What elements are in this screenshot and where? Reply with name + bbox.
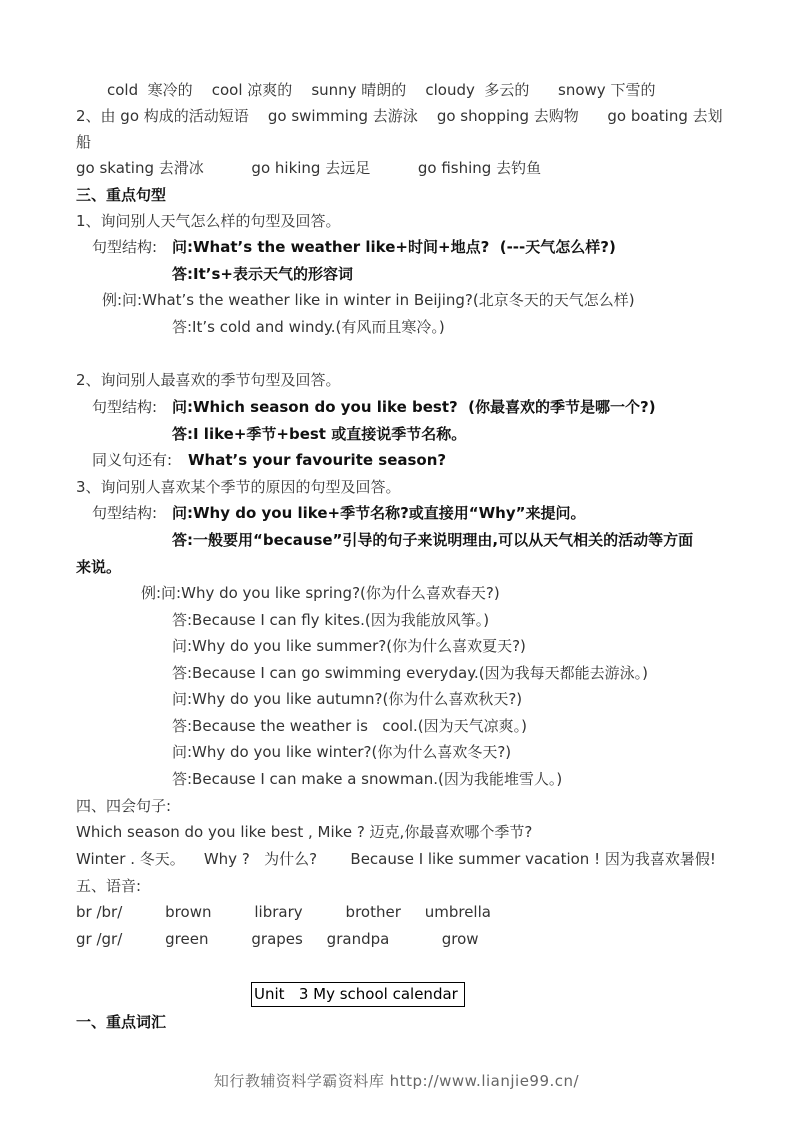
pattern-1-answer: 答:It’s+表示天气的形容词 (172, 265, 353, 283)
section-heading-sentences: 三、重点句型 (76, 186, 167, 204)
pattern-3-question: 问:Why do you like+季节名称?或直接用“Why”来提问。 (172, 504, 586, 522)
pattern-1-question: 问:What’s the weather like+时间+地点? (---天气怎么样?) (172, 238, 616, 256)
unit-title-box: Unit 3 My school calendar (251, 982, 465, 1007)
four-skills-sentence-2: Winter . 冬天。 Why ? 为什么? Because I like summer vacation ! 因为我喜欢暑假! (76, 850, 716, 868)
example-summer-a: 答:Because I can go swimming everyday.(因为我每天都能去游泳。) (172, 664, 648, 682)
pattern-3-answer-wrap: 来说。 (76, 558, 122, 576)
section-heading-phonics: 五、语音: (76, 877, 142, 895)
section-heading-vocab: 一、重点词汇 (76, 1013, 167, 1031)
synonym-label: 同义句还有: (92, 451, 173, 469)
example-winter-a: 答:Because I can make a snowman.(因为我能堆雪人。) (172, 770, 563, 788)
example-spring-a: 答:Because I can fly kites.(因为我能放风筝。) (172, 611, 490, 629)
pattern-1-label: 句型结构: (92, 238, 158, 256)
pattern-1-example-q: 例:问:What’s the weather like in winter in Beijing?(北京冬天的天气怎么样) (102, 291, 635, 309)
synonym-sentence: What’s your favourite season? (188, 451, 447, 469)
pattern-3-title: 3、询问别人喜欢某个季节的原因的句型及回答。 (76, 478, 401, 496)
example-autumn-a: 答:Because the weather is cool.(因为天气凉爽。) (172, 717, 527, 735)
pattern-1-example-a: 答:It’s cold and windy.(有风而且寒冷。) (172, 318, 445, 336)
example-summer-q: 问:Why do you like summer?(你为什么喜欢夏天?) (172, 637, 526, 655)
pattern-3-label: 句型结构: (92, 504, 158, 522)
go-phrases-line: go skating 去滑冰 go hiking 去远足 go fishing 去钓鱼 (76, 159, 542, 177)
example-autumn-q: 问:Why do you like autumn?(你为什么喜欢秋天?) (172, 690, 523, 708)
go-phrases-wrap: 船 (76, 133, 92, 151)
pattern-1-title: 1、询问别人天气怎么样的句型及回答。 (76, 212, 341, 230)
pattern-2-label: 句型结构: (92, 398, 158, 416)
go-phrases-heading: 2、由 go 构成的活动短语 go swimming 去游泳 go shopping 去购物 go boating 去划 (76, 107, 723, 125)
phonics-gr-line: gr /gr/ green grapes grandpa grow (76, 930, 479, 948)
pattern-2-title: 2、询问别人最喜欢的季节句型及回答。 (76, 371, 341, 389)
example-spring-q: 例:问:Why do you like spring?(你为什么喜欢春天?) (141, 584, 500, 602)
section-heading-four-skills: 四、四会句子: (76, 797, 172, 815)
footer-watermark: 知行教辅资料学霸资料库 http://www.lianjie99.cn/ (213, 1072, 580, 1090)
pattern-2-question: 问:Which season do you like best? (你最喜欢的季节是哪一个?) (172, 398, 656, 416)
example-winter-q: 问:Why do you like winter?(你为什么喜欢冬天?) (172, 743, 512, 761)
pattern-2-answer: 答:I like+季节+best 或直接说季节名称。 (172, 425, 467, 443)
vocab-weather-line: cold 寒冷的 cool 凉爽的 sunny 晴朗的 cloudy 多云的 snowy 下雪的 (107, 81, 656, 99)
phonics-br-line: br /br/ brown library brother umbrella (76, 903, 491, 921)
pattern-3-answer: 答:一般要用“because”引导的句子来说明理由,可以从天气相关的活动等方面 (172, 531, 694, 549)
four-skills-sentence-1: Which season do you like best , Mike ? 迈克,你最喜欢哪个季节? (76, 823, 533, 841)
